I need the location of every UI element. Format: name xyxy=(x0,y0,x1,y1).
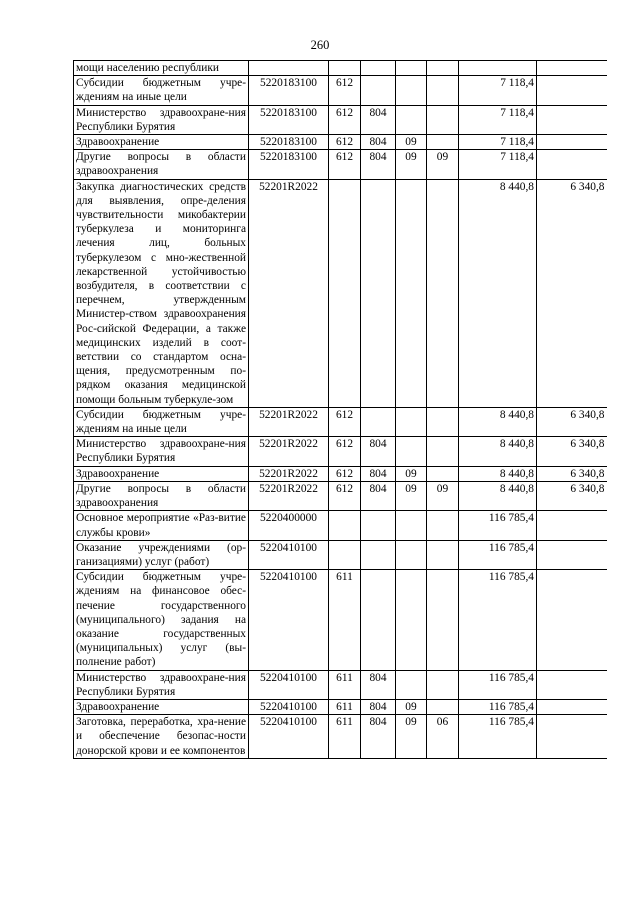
section-cell: 09 xyxy=(396,715,427,759)
subsection-cell xyxy=(427,511,459,540)
row-name-cell: мощи населению республики xyxy=(74,61,249,76)
expense-type-cell: 612 xyxy=(329,150,361,179)
ministry-code-cell xyxy=(361,76,396,105)
subsection-cell xyxy=(427,570,459,670)
row-name-cell: Министерство здравоохране-ния Республики Бурятия xyxy=(74,105,249,134)
table-row xyxy=(74,511,607,540)
expense-type-cell: 612 xyxy=(329,466,361,481)
amount-cell: 116 785,4 xyxy=(459,540,537,569)
expense-type-cell xyxy=(329,540,361,569)
ministry-code-cell xyxy=(361,540,396,569)
section-cell: 09 xyxy=(396,481,427,510)
federal-amount-cell xyxy=(537,135,607,150)
section-cell xyxy=(396,105,427,134)
subsection-cell xyxy=(427,437,459,466)
amount-cell: 7 118,4 xyxy=(459,105,537,134)
table-row xyxy=(74,570,607,670)
row-name-cell: Заготовка, переработка, хра-нение и обеспечение безопас-ности донорской крови и ее компонентов xyxy=(74,715,249,759)
section-cell xyxy=(396,670,427,699)
section-cell xyxy=(396,540,427,569)
table-row xyxy=(74,540,607,569)
amount-cell xyxy=(459,61,537,76)
section-cell xyxy=(396,76,427,105)
row-name-cell: Субсидии бюджетным учре-ждениям на финансовое обес-печение государственного (муниципального) задания на оказание государственных (муниципальных) услуг (вы-полнение работ) xyxy=(74,570,249,670)
amount-cell: 116 785,4 xyxy=(459,570,537,670)
ministry-code-cell: 804 xyxy=(361,437,396,466)
subsection-cell xyxy=(427,540,459,569)
subsection-cell xyxy=(427,407,459,436)
amount-cell: 7 118,4 xyxy=(459,150,537,179)
federal-amount-cell xyxy=(537,105,607,134)
table-row xyxy=(74,407,607,436)
section-cell xyxy=(396,407,427,436)
row-name-cell: Министерство здравоохране-ния Республики Бурятия xyxy=(74,670,249,699)
row-name-cell: Другие вопросы в области здравоохранения xyxy=(74,150,249,179)
amount-cell: 116 785,4 xyxy=(459,670,537,699)
target-code-cell: 5220183100 xyxy=(249,105,329,134)
table-body xyxy=(74,61,607,759)
row-name-cell: Субсидии бюджетным учре-ждениям на иные цели xyxy=(74,407,249,436)
section-cell xyxy=(396,61,427,76)
table-row xyxy=(74,437,607,466)
ministry-code-cell xyxy=(361,407,396,436)
federal-amount-cell xyxy=(537,150,607,179)
federal-amount-cell xyxy=(537,699,607,714)
row-name-cell: Здравоохранение xyxy=(74,466,249,481)
amount-cell: 116 785,4 xyxy=(459,715,537,759)
target-code-cell: 5220183100 xyxy=(249,150,329,179)
row-name-cell: Субсидии бюджетным учре-ждениям на иные цели xyxy=(74,76,249,105)
amount-cell: 116 785,4 xyxy=(459,511,537,540)
budget-table xyxy=(73,60,607,759)
section-cell xyxy=(396,437,427,466)
ministry-code-cell: 804 xyxy=(361,466,396,481)
table-row xyxy=(74,105,607,134)
expense-type-cell xyxy=(329,179,361,407)
amount-cell: 8 440,8 xyxy=(459,481,537,510)
amount-cell: 7 118,4 xyxy=(459,76,537,105)
federal-amount-cell xyxy=(537,540,607,569)
amount-cell: 8 440,8 xyxy=(459,179,537,407)
federal-amount-cell xyxy=(537,570,607,670)
subsection-cell xyxy=(427,699,459,714)
subsection-cell xyxy=(427,135,459,150)
section-cell: 09 xyxy=(396,135,427,150)
amount-cell: 8 440,8 xyxy=(459,437,537,466)
table-row xyxy=(74,135,607,150)
row-name-cell: Здравоохранение xyxy=(74,135,249,150)
target-code-cell: 52201R2022 xyxy=(249,466,329,481)
subsection-cell xyxy=(427,466,459,481)
target-code-cell: 52201R2022 xyxy=(249,407,329,436)
target-code-cell: 5220410100 xyxy=(249,670,329,699)
federal-amount-cell: 6 340,8 xyxy=(537,437,607,466)
row-name-cell: Здравоохранение xyxy=(74,699,249,714)
section-cell: 09 xyxy=(396,466,427,481)
expense-type-cell: 612 xyxy=(329,135,361,150)
ministry-code-cell xyxy=(361,570,396,670)
table-row xyxy=(74,150,607,179)
row-name-cell: Оказание учреждениями (ор-ганизациями) услуг (работ) xyxy=(74,540,249,569)
subsection-cell: 09 xyxy=(427,481,459,510)
amount-cell: 8 440,8 xyxy=(459,466,537,481)
federal-amount-cell: 6 340,8 xyxy=(537,481,607,510)
expense-type-cell: 611 xyxy=(329,570,361,670)
subsection-cell xyxy=(427,105,459,134)
expense-type-cell: 612 xyxy=(329,407,361,436)
expense-type-cell: 611 xyxy=(329,715,361,759)
amount-cell: 116 785,4 xyxy=(459,699,537,714)
table-row xyxy=(74,699,607,714)
target-code-cell: 5220410100 xyxy=(249,715,329,759)
target-code-cell: 5220410100 xyxy=(249,540,329,569)
target-code-cell: 5220400000 xyxy=(249,511,329,540)
federal-amount-cell xyxy=(537,511,607,540)
table-row xyxy=(74,179,607,407)
expense-type-cell: 612 xyxy=(329,76,361,105)
federal-amount-cell xyxy=(537,715,607,759)
federal-amount-cell xyxy=(537,61,607,76)
target-code-cell: 5220183100 xyxy=(249,76,329,105)
subsection-cell xyxy=(427,61,459,76)
subsection-cell: 06 xyxy=(427,715,459,759)
section-cell xyxy=(396,179,427,407)
subsection-cell xyxy=(427,179,459,407)
target-code-cell xyxy=(249,61,329,76)
table-row xyxy=(74,466,607,481)
expense-type-cell: 612 xyxy=(329,437,361,466)
federal-amount-cell: 6 340,8 xyxy=(537,407,607,436)
table-row xyxy=(74,670,607,699)
ministry-code-cell xyxy=(361,511,396,540)
section-cell: 09 xyxy=(396,699,427,714)
expense-type-cell xyxy=(329,61,361,76)
federal-amount-cell: 6 340,8 xyxy=(537,466,607,481)
target-code-cell: 5220410100 xyxy=(249,570,329,670)
row-name-cell: Министерство здравоохране-ния Республики Бурятия xyxy=(74,437,249,466)
expense-type-cell: 612 xyxy=(329,481,361,510)
section-cell xyxy=(396,511,427,540)
ministry-code-cell: 804 xyxy=(361,715,396,759)
target-code-cell: 5220410100 xyxy=(249,699,329,714)
ministry-code-cell xyxy=(361,61,396,76)
ministry-code-cell: 804 xyxy=(361,699,396,714)
expense-type-cell xyxy=(329,511,361,540)
page-number: 260 xyxy=(310,38,330,52)
ministry-code-cell: 804 xyxy=(361,135,396,150)
target-code-cell: 5220183100 xyxy=(249,135,329,150)
federal-amount-cell xyxy=(537,76,607,105)
ministry-code-cell: 804 xyxy=(361,481,396,510)
section-cell: 09 xyxy=(396,150,427,179)
amount-cell: 8 440,8 xyxy=(459,407,537,436)
ministry-code-cell: 804 xyxy=(361,670,396,699)
table-row xyxy=(74,481,607,510)
subsection-cell xyxy=(427,670,459,699)
table-row xyxy=(74,76,607,105)
table-row xyxy=(74,61,607,76)
expense-type-cell: 612 xyxy=(329,105,361,134)
target-code-cell: 52201R2022 xyxy=(249,481,329,510)
expense-type-cell: 611 xyxy=(329,670,361,699)
section-cell xyxy=(396,570,427,670)
target-code-cell: 52201R2022 xyxy=(249,437,329,466)
row-name-cell: Основное мероприятие «Раз-витие службы крови» xyxy=(74,511,249,540)
row-name-cell: Закупка диагностических средств для выявления, опре-деления чувствительности микобактерии туберкулеза и мониторинга лечения лиц, больных туберкулезом с мно-жественной лекарственной устойчивостью возбудителя, в соответствии с перечнем, утвержденным Министер-ством здравоохранения Рос-сийской Федерации, а также медицинских изделий в соот-ветствии со стандартом осна-щения, предусмотренным по-рядком оказания медицинской помощи больным туберкуле-зом xyxy=(74,179,249,407)
table-row xyxy=(74,715,607,759)
target-code-cell: 52201R2022 xyxy=(249,179,329,407)
amount-cell: 7 118,4 xyxy=(459,135,537,150)
expense-type-cell: 611 xyxy=(329,699,361,714)
federal-amount-cell: 6 340,8 xyxy=(537,179,607,407)
ministry-code-cell: 804 xyxy=(361,105,396,134)
row-name-cell: Другие вопросы в области здравоохранения xyxy=(74,481,249,510)
ministry-code-cell xyxy=(361,179,396,407)
ministry-code-cell: 804 xyxy=(361,150,396,179)
subsection-cell xyxy=(427,76,459,105)
federal-amount-cell xyxy=(537,670,607,699)
subsection-cell: 09 xyxy=(427,150,459,179)
